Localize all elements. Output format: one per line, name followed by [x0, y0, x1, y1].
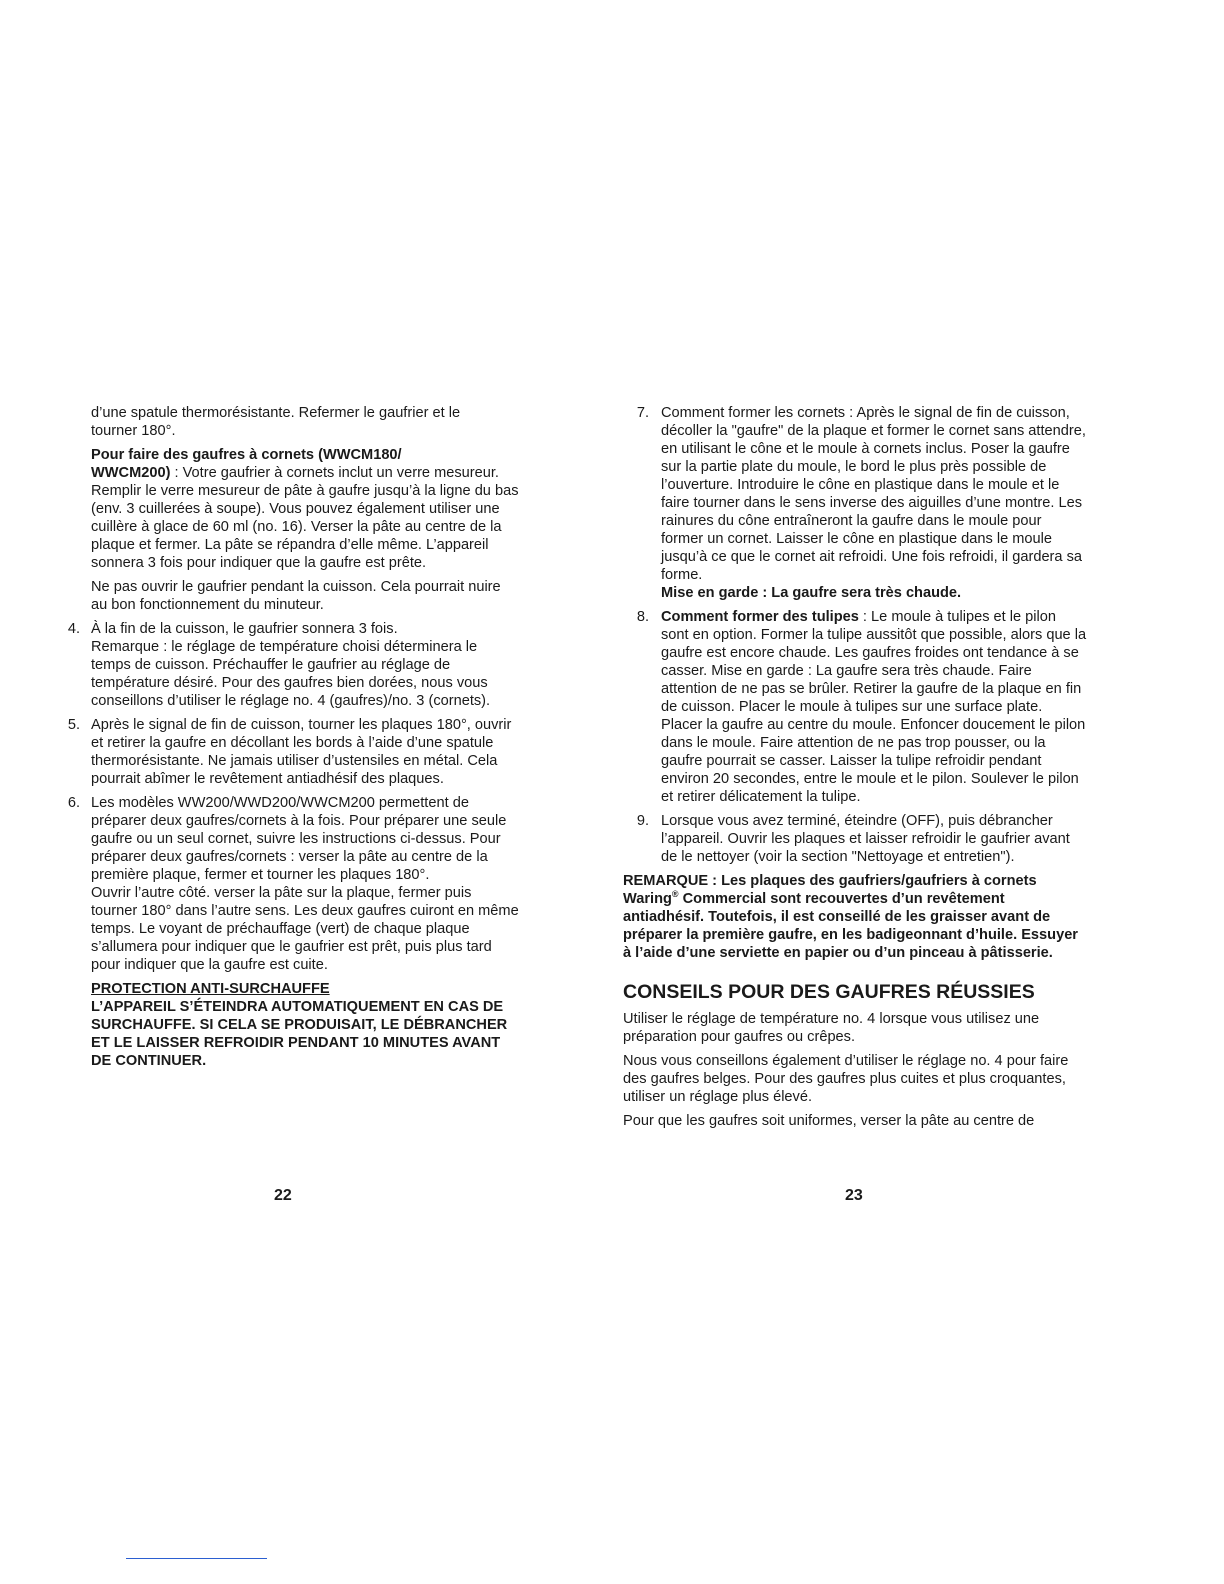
note-paragraph [623, 872, 1087, 962]
protection-text: L’APPAREIL S’ÉTEINDRA AUTOMATIQUEMENT EN CAS DE SURCHAUFFE. SI CELA SE PRODUISAIT, LE DÉBRANCHER ET LE LAISSER REFROIDIR PENDANT 10 MINUTES AVANT DE CONTINUER. [91, 999, 508, 1069]
list-item-text: : Le moule à tulipes et le pilon sont en option. Former la tulipe aussitôt que possible, alors que la gaufre est encore chaude. Les gaufres froides ont tendance à se casser. Mise en garde : La gaufre sera très chaude. Faire attention de ne pas se brûler. Retirer la gaufre de la plaque en fin de cuisson. Placer le moule à tulipes sur une surface plate. Placer la gaufre au centre du moule. Enfoncer doucement le pilon dans le moule. Faire attention de ne pas trop pousser, ou la gaufre pourrait se casser. Laisser la tulipe refroidir pendant environ 20 secondes, entre le moule et le pilon. Soulever le pilon et retirer délicatement la tulipe. [661, 609, 1087, 805]
list-item-number: 7. [636, 405, 649, 421]
intro-paragraph [64, 404, 520, 440]
list-item-4 [64, 620, 520, 710]
list-item-text: À la fin de la cuisson, le gaufrier sonnera 3 fois. [91, 621, 398, 637]
protection-heading: PROTECTION ANTI-SURCHAUFFE [91, 981, 330, 997]
cones-text: : Votre gaufrier à cornets inclut un verre mesureur. Remplir le verre mesureur de pâte à gaufre jusqu’à la ligne du bas (env. 3 cuillerées à soupe). Vous pouvez également utiliser une cuillère à glace de 60 ml (no. 16). Verser la pâte au centre de la plaque et fermer. La pâte se répandra d’elle même. L’appareil sonnera 3 fois pour indiquer que la gaufre est prête. [91, 465, 519, 571]
list-item-8 [623, 608, 1087, 806]
list-item-text-continued: Remarque : le réglage de température choisi déterminera le temps de cuisson. Préchauffer le gaufrier au réglage de température désiré. Pour des gaufres bien dorées, nous vous conseillons d’utiliser le réglage no. 4 (gaufres)/no. 3 (cornets). [91, 639, 491, 709]
list-item-text-continued: Ouvrir l’autre côté. verser la pâte sur la plaque, fermer puis tourner 180° dans l’autre sens. Les deux gaufres cuiront en même temps. Le voyant de préchauffage (vert) de chaque plaque s’allumera pour indiquer que le gaufrier est prêt, puis plus tard pour indiquer que la gaufre est cuite. [91, 885, 519, 973]
list-item-number: 8. [636, 609, 649, 625]
note-text-part-1: REMARQUE : Les plaques des gaufriers/gaufriers à cornets Waring [623, 873, 1037, 907]
page-number-left: 22 [274, 1187, 292, 1204]
right-page-column [623, 404, 1087, 1136]
page-number-right: 23 [845, 1187, 863, 1204]
list-item-text: Les modèles WW200/WWD200/WWCM200 permettent de préparer deux gaufres/cornets à la fois. Pour préparer une seule gaufre ou un seul cornet, suivre les instructions ci-dessus. Pour préparer deux gaufres/cornets : verser la pâte au centre de la première plaque, fermer et tourner les plaques 180°. [91, 795, 507, 883]
cones-heading-line-1: Pour faire des gaufres à cornets (WWCM180/ [91, 447, 402, 463]
list-item-6 [64, 794, 520, 974]
tip-paragraph-2: Nous vous conseillons également d’utiliser le réglage no. 4 pour faire des gaufres belges. Pour des gaufres plus cuites et plus croquantes, utiliser un réglage plus élevé. [623, 1053, 1069, 1105]
cones-heading-line-2: WWCM200) [91, 465, 171, 481]
registered-mark: ® [671, 889, 679, 900]
note-text-part-2: Commercial sont recouvertes d’un revêtement antiadhésif. Toutefois, il est conseillé de les graisser avant de préparer la première gaufre, en les badigeonnant d’huile. Essuyer à l’aide d’une serviette en papier ou d’un pinceau à pâtisserie. [623, 891, 1078, 961]
list-item-text: Lorsque vous avez terminé, éteindre (OFF), puis débrancher l’appareil. Ouvrir les plaques et laisser refroidir le gaufrier avant de le nettoyer (voir la section "Nettoyage et entretien"). [661, 813, 1070, 865]
left-page-column [64, 404, 520, 1076]
list-item-7 [623, 404, 1087, 602]
list-item-number: 6. [67, 795, 80, 811]
list-item-9 [623, 812, 1087, 866]
section-heading: CONSEILS POUR DES GAUFRES RÉUSSIES [623, 981, 1035, 1003]
list-item-number: 5. [67, 717, 80, 733]
list-item-number: 4. [67, 621, 80, 637]
list-item-number: 9. [636, 813, 649, 829]
list-item-text: Après le signal de fin de cuisson, tourner les plaques 180°, ouvrir et retirer la gaufre en décollant les bords à l’aide d’une spatule thermorésistante. Ne jamais utiliser d’ustensiles en métal. Cela pourrait abîmer le revêtement antiadhésif des plaques. [91, 717, 512, 787]
protection-block [64, 980, 520, 1070]
tip-paragraph-3: Pour que les gaufres soit uniformes, verser la pâte au centre de [623, 1113, 1035, 1129]
list-item-5 [64, 716, 520, 788]
cones-paragraph [64, 446, 520, 572]
list-item-bold-lead: Comment former des tulipes [661, 609, 859, 625]
intro-line-2: tourner 180°. [91, 423, 176, 439]
list-item-text: Comment former les cornets : Après le signal de fin de cuisson, décoller la "gaufre" de la plaque et former le cornet sans attendre, en utilisant le cône et le moule à cornets inclus. Poser la gaufre sur la partie plate du moule, le bord le plus près possible de l’ouverture. Introduire le cône en plastique dans le moule et le faire tourner dans le sens inverse des aiguilles d’une montre. Les rainures du cône entraîneront la gaufre dans le moule pour former un cornet. Laisser le cône en plastique dans le moule jusqu’à ce que le cornet ait refroidi. Une fois refroidi, il gardera sa forme. [661, 405, 1086, 583]
tip-paragraph-1: Utiliser le réglage de température no. 4 lorsque vous utilisez une préparation pour gaufres ou crêpes. [623, 1011, 1040, 1045]
footer-rule [126, 1558, 267, 1559]
warning-text: Mise en garde : La gaufre sera très chaude. [661, 585, 962, 601]
no-open-paragraph: Ne pas ouvrir le gaufrier pendant la cuisson. Cela pourrait nuire au bon fonctionnement du minuteur. [91, 579, 501, 613]
intro-line-1: d’une spatule thermorésistante. Refermer le gaufrier et le [91, 405, 461, 421]
